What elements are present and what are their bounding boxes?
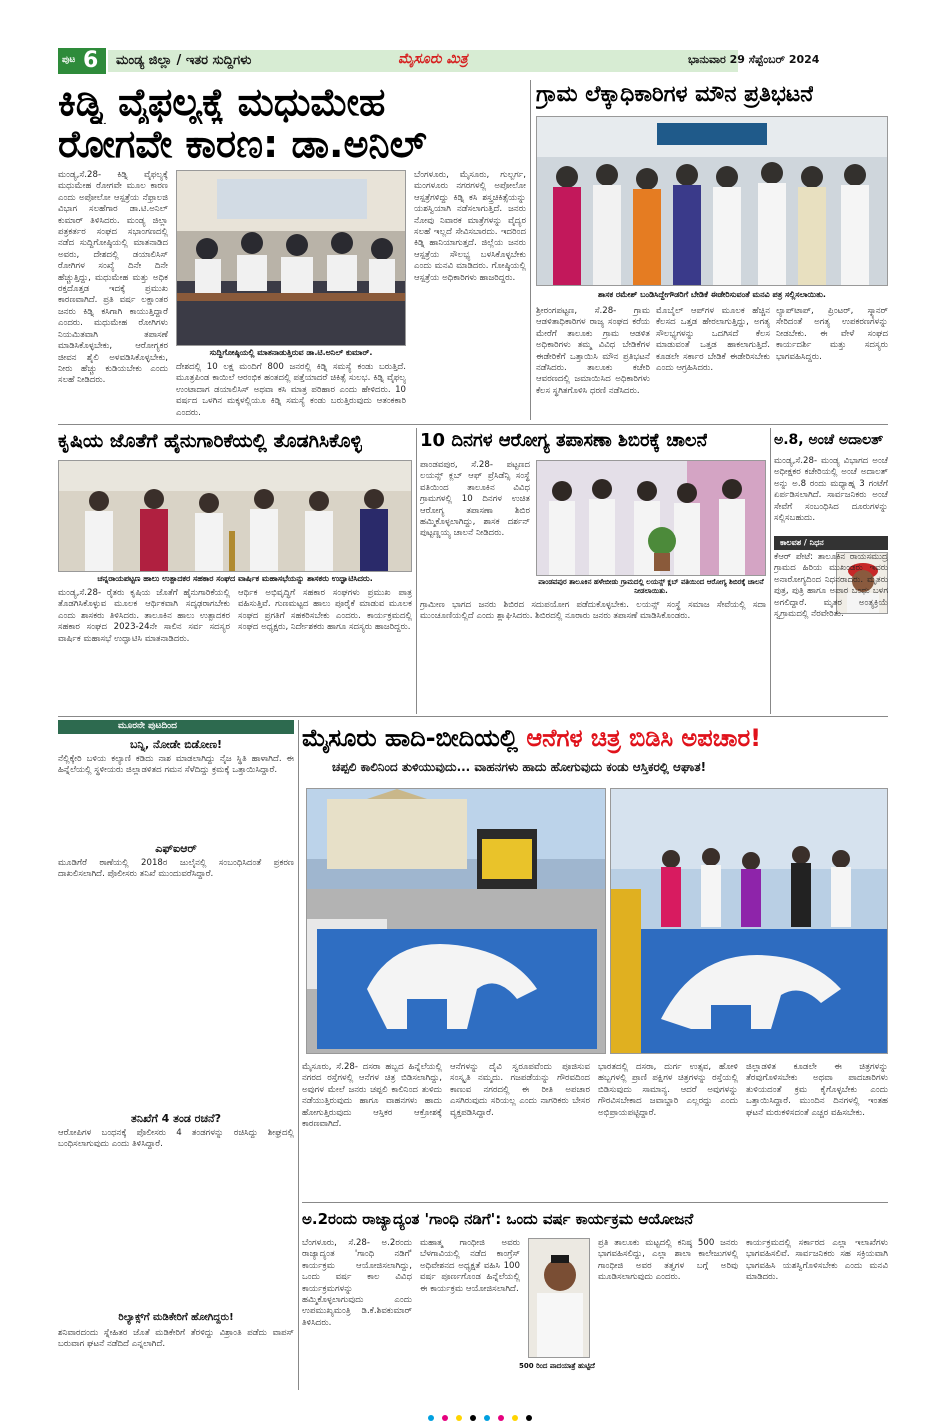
story-elephant-col1: ಮೈಸೂರು, ಸೆ.28- ದಸರಾ ಹಬ್ಬದ ಹಿನ್ನೆಲೆಯಲ್ಲಿ ನಗರದ ರಸ್ತೆಗಳಲ್ಲಿ ಆನೆಗಳ ಚಿತ್ರ ಬಿಡಿಸಲಾಗಿದ್ದು, ಅವುಗಳ ಮೇಲೆ ಜನರು ಚಪ್ಪಲಿ ಕಾಲಿನಿಂದ ತುಳಿದು ನಡೆಯುತ್ತಿರುವುದು ಹಾಗೂ ವಾಹನಗಳು ಹಾದು ಹೋಗುತ್ತಿರುವುದು ಆಸ್ತಿಕರ ಆಕ್ರೋಶಕ್ಕೆ ಕಾರಣವಾಗಿದೆ. (302, 1062, 442, 1130)
registration-dot (526, 1415, 532, 1421)
story-gandhi-col1: ಬೆಂಗಳೂರು, ಸೆ.28- ಅ.2ರಂದು ರಾಜ್ಯಾದ್ಯಂತ 'ಗಾಂಧಿ ನಡಿಗೆ' ಕಾರ್ಯಕ್ರಮ ಆಯೋಜಿಸಲಾಗಿದ್ದು, ಒಂದು ವರ್ಷ ಕಾಲ ವಿವಿಧ ಕಾರ್ಯಕ್ರಮಗಳನ್ನು ಹಮ್ಮಿಕೊಳ್ಳಲಾಗುವುದು ಎಂದು ಉಪಮುಖ್ಯಮಂತ್ರಿ ಡಿ.ಕೆ.ಶಿವಕುಮಾರ್ ತಿಳಿಸಿದರು. (302, 1238, 412, 1328)
divider (58, 716, 888, 717)
story-kidney-col2: ದೇಶದಲ್ಲಿ 10 ಲಕ್ಷ ಮಂದಿಗೆ 800 ಜನರಲ್ಲಿ ಕಿಡ್ನಿ ಸಮಸ್ಯೆ ಕಂಡು ಬರುತ್ತಿದೆ. ಮೂತ್ರಪಿಂಡ ಕಾಯಿಲೆ ಆರಂಭಿಕ ಹಂತದಲ್ಲಿ ಪತ್ತೆಯಾದರೆ ಚಿಕಿತ್ಸೆ ಸುಲಭ. ಕಿಡ್ನಿ ವೈಫಲ್ಯ ಉಂಟಾದಾಗ ಡಯಾಲಿಸಿಸ್ ಅಥವಾ ಕಸಿ ಮಾತ್ರ ಪರಿಹಾರ ಎಂದು ಹೇಳಿದರು. 10 ವರ್ಷದ ಒಳಗಿನ ಮಕ್ಕಳಲ್ಲಿಯೂ ಕಿಡ್ನಿ ಸಮಸ್ಯೆ ಕಂಡು ಬರುತ್ತಿರುವುದು ಆತಂಕಕಾರಿ ಎಂದರು. (176, 362, 406, 418)
continued-sub3: ತನಿಖೆಗೆ 4 ತಂಡ ರಚನೆ? (131, 1112, 221, 1125)
photo-road-elephant-1 (306, 788, 606, 1054)
headline-elephant-black: ಮೈಸೂರು ಹಾದಿ-ಬೀದಿಯಲ್ಲಿ (302, 724, 518, 752)
continued-text1: ನೆಲ್ಲಿಕ್ಕೇರಿ ಬಳಿಯ ಕಲ್ಯಾಣಿ ಕಡಿದು ನಾಶ ಮಾಡಲಾಗಿದ್ದು ನೈಜ ಸ್ಥಿತಿ ಹಾಳಾಗಿದೆ. ಈ ಹಿನ್ನೆಲೆಯಲ್ಲಿ ಸ್ಥಳೀಯರು ಜಿಲ್ಲಾಡಳಿತದ ಗಮನ ಸೆಳೆದಿದ್ದು ಕ್ರಮಕ್ಕೆ ಒತ್ತಾಯಿಸಿದ್ದಾರೆ. (58, 754, 294, 776)
caption-health-camp: ಪಾಂಡವಪುರ ತಾಲೂಕಿನ ಹಳೇಬೀಡು ಗ್ರಾಮದಲ್ಲಿ ಲಯನ್ಸ್ ಕ್ಲಬ್ ವತಿಯಿಂದ ಆರೋಗ್ಯ ಶಿಬಿರಕ್ಕೆ ಚಾಲನೆ ನೀಡಲಾಯಿತು. (538, 578, 764, 595)
photo-press-meet (176, 170, 406, 346)
divider (416, 428, 417, 714)
headline-health-camp: 10 ದಿನಗಳ ಆರೋಗ್ಯ ತಪಾಸಣಾ ಶಿಬಿರಕ್ಕೆ ಚಾಲನೆ (420, 430, 708, 451)
story-postal-text: ಮಂಡ್ಯ,ಸೆ.28- ಮಂಡ್ಯ ವಿಭಾಗದ ಅಂಚೆ ಅಧೀಕ್ಷಕರ ಕಚೇರಿಯಲ್ಲಿ ಅಂಚೆ ಅದಾಲತ್ ಅನ್ನು ಅ.8 ರಂದು ಮಧ್ಯಾಹ್ನ 3 ಗಂಟೆಗೆ ಏರ್ಪಡಿಸಲಾಗಿದೆ. ಸಾರ್ವಜನಿಕರು ಅಂಚೆ ಸೇವೆಗೆ ಸಂಬಂಧಿಸಿದ ದೂರುಗಳನ್ನು ಸಲ್ಲಿಸಬಹುದು. (774, 456, 888, 524)
story-village-col3: ಲ್ಯಾಪ್‌ಟಾಪ್, ಪ್ರಿಂಟರ್, ಸ್ಕ್ಯಾನರ್ ಸೇರಿದಂತೆ ಅಗತ್ಯ ಉಪಕರಣಗಳನ್ನು ನೀಡಬೇಕು. ಈ ವೇಳೆ ಸಂಘದ ಕಾರ್ಯದರ್ಶಿ ಮತ್ತು ಸದಸ್ಯರು ಭಾಗವಹಿಸಿದ್ದರು. (776, 306, 888, 362)
registration-dot (498, 1415, 504, 1421)
headline-elephant (302, 720, 761, 756)
divider (298, 720, 299, 1390)
page-header (58, 48, 888, 74)
divider (770, 428, 771, 714)
obituary-label: ಕಾಲವಶ / ನಿಧನ (780, 538, 824, 547)
continued-text3: ಆರೋಪಿಗಳ ಬಂಧನಕ್ಕೆ ಪೊಲೀಸರು 4 ತಂಡಗಳನ್ನು ರಚಿಸಿದ್ದು ಶೀಘ್ರದಲ್ಲಿ ಬಂಧಿಸಲಾಗುವುದು ಎಂದು ತಿಳಿಸಿದ್ದಾರೆ. (58, 1128, 294, 1150)
continued-bar (58, 720, 294, 734)
headline-gandhi-walk: ಅ.2ರಂದು ರಾಜ್ಯಾದ್ಯಂತ 'ಗಾಂಧಿ ನಡಿಗೆ': ಒಂದು ವರ್ಷ ಕಾರ್ಯಕ್ರಮ ಆಯೋಜನೆ (302, 1210, 694, 1228)
caption-protest: ಶಾಸಕ ರಮೇಶ್ ಬಂಡಿಸಿದ್ದೇಗೌಡರಿಗೆ ಬೇಡಿಕೆ ಈಡೇರಿಸುವಂತೆ ಮನವಿ ಪತ್ರ ಸಲ್ಲಿಸಲಾಯಿತು. (598, 290, 826, 299)
headline-kidney-line2: ರೋಗವೇ ಕಾರಣ: ಡಾ.ಅನಿಲ್ (58, 122, 427, 166)
story-health-camp (420, 428, 766, 714)
story-gandhi-col3: ಪ್ರತಿ ತಾಲೂಕು ಮಟ್ಟದಲ್ಲಿ ಕನಿಷ್ಠ 500 ಜನರು ಭಾಗವಹಿಸಲಿದ್ದು, ಎಲ್ಲಾ ಶಾಲಾ ಕಾಲೇಜುಗಳಲ್ಲಿ ಗಾಂಧೀಜಿ ಅವರ ತತ್ವಗಳ ಬಗ್ಗೆ ಅರಿವು ಮೂಡಿಸಲಾಗುವುದು ಎಂದರು. (598, 1238, 738, 1283)
caption-dairy: ಚನ್ನರಾಯಪಟ್ಟಣ ಹಾಲು ಉತ್ಪಾದಕರ ಸಹಕಾರ ಸಂಘದ ವಾರ್ಷಿಕ ಮಹಾಸಭೆಯನ್ನು ಶಾಸಕರು ಉದ್ಘಾಟಿಸಿದರು. (97, 574, 373, 583)
protest-image (537, 117, 888, 286)
photo-protest (536, 116, 888, 286)
registration-dot (428, 1415, 434, 1421)
story-village-col1: ಶ್ರೀರಂಗಪಟ್ಟಣ, ಸೆ.28- ಗ್ರಾಮ ಆಡಳಿತಾಧಿಕಾರಿಗಳ ರಾಜ್ಯ ಸಂಘದ ಕರೆಯ ಮೇರೆಗೆ ತಾಲೂಕು ಗ್ರಾಮ ಆಡಳಿತ ಅಧಿಕಾರಿಗಳು ತಮ್ಮ ವಿವಿಧ ಬೇಡಿಕೆಗಳ ಈಡೇರಿಕೆಗೆ ಒತ್ತಾಯಿಸಿ ಮೌನ ಪ್ರತಿಭಟನೆ ನಡೆಸಿದರು. ತಾಲೂಕು ಕಚೇರಿ ಆವರಣದಲ್ಲಿ ಜಮಾಯಿಸಿದ ಅಧಿಕಾರಿಗಳು ಕೆಲಸ ಸ್ಥಗಿತಗೊಳಿಸಿ ಧರಣಿ ನಡೆಸಿದರು. (536, 306, 650, 396)
divider (58, 424, 888, 425)
registration-dots (380, 1406, 580, 1416)
story-village-officers (536, 80, 888, 420)
obituary-label-bar (774, 536, 888, 550)
story-dairy-col2: ಆರ್ಥಿಕ ಅಭಿವೃದ್ಧಿಗೆ ಸಹಕಾರ ಸಂಘಗಳು ಪ್ರಮುಖ ಪಾತ್ರ ವಹಿಸುತ್ತಿವೆ. ಗುಣಮಟ್ಟದ ಹಾಲು ಪೂರೈಕೆ ಮಾಡುವ ಮೂಲಕ ಸಂಘದ ಪ್ರಗತಿಗೆ ಸಹಕರಿಸಬೇಕು ಎಂದರು. ಕಾರ್ಯಕ್ರಮದಲ್ಲಿ ಸಂಘದ ಅಧ್ಯಕ್ಷರು, ನಿರ್ದೇಶಕರು ಹಾಗೂ ಸದಸ್ಯರು ಹಾಜರಿದ್ದರು. (238, 588, 412, 633)
photo-dairy-meeting (58, 460, 412, 572)
health-camp-image (537, 461, 766, 576)
headline-dairy: ಕೃಷಿಯ ಜೊತೆಗೆ ಹೈನುಗಾರಿಕೆಯಲ್ಲಿ ತೊಡಗಿಸಿಕೊಳ್ಳಿ (58, 430, 363, 452)
road-elephant-image-2 (611, 789, 888, 1054)
story-kidney-col3: ಬೆಂಗಳೂರು, ಮೈಸೂರು, ಗುಲ್ಬರ್ಗ, ಮಂಗಳೂರು ನಗರಗಳಲ್ಲಿ ಅಪೋಲೋ ಆಸ್ಪತ್ರೆಗಳಿದ್ದು ಕಿಡ್ನಿ ಕಸಿ ಶಸ್ತ್ರಚಿಕಿತ್ಸೆಯನ್ನು ಯಶಸ್ವಿಯಾಗಿ ನಡೆಸಲಾಗುತ್ತಿದೆ. ಜನರು ನೋವು ನಿವಾರಕ ಮಾತ್ರೆಗಳನ್ನು ವೈದ್ಯರ ಸಲಹೆ ಇಲ್ಲದೆ ಸೇವಿಸಬಾರದು. ಇದರಿಂದ ಕಿಡ್ನಿ ಹಾನಿಯಾಗುತ್ತದೆ. ಜಿಲ್ಲೆಯ ಜನರು ಆಸ್ಪತ್ರೆಯ ಸೌಲಭ್ಯ ಬಳಸಿಕೊಳ್ಳಬೇಕು ಎಂದು ಮನವಿ ಮಾಡಿದರು. ಗೋಷ್ಠಿಯಲ್ಲಿ ಆಸ್ಪತ್ರೆಯ ಅಧಿಕಾರಿಗಳು ಹಾಜರಿದ್ದರು. (414, 170, 526, 283)
headline-elephant-red: ಆನೆಗಳ ಚಿತ್ರ ಬಿಡಿಸಿ ಅಪಚಾರ! (526, 724, 762, 752)
press-meet-image (177, 171, 406, 346)
story-village-col2: ಮೊಬೈಲ್ ಆಪ್‌ಗಳ ಮೂಲಕ ಹೆಚ್ಚಿನ ಕೆಲಸದ ಒತ್ತಡ ಹೇರಲಾಗುತ್ತಿದ್ದು, ಅಗತ್ಯ ಸೌಲಭ್ಯಗಳನ್ನು ಒದಗಿಸದೆ ಕೆಲಸ ಮಾಡುವಂತೆ ಒತ್ತಡ ಹಾಕಲಾಗುತ್ತಿದೆ. ಕೂಡಲೇ ಸರ್ಕಾರ ಬೇಡಿಕೆ ಈಡೇರಿಸಬೇಕು ಎಂದು ಆಗ್ರಹಿಸಿದರು. (656, 306, 770, 374)
divider (530, 80, 531, 420)
caption-press-meet: ಸುದ್ದಿಗೋಷ್ಠಿಯಲ್ಲಿ ಮಾತನಾಡುತ್ತಿರುವ ಡಾ.ಟಿ.ಅನಿಲ್ ಕುಮಾರ್. (209, 348, 373, 357)
registration-dot (512, 1415, 518, 1421)
divider (302, 1202, 888, 1203)
page-number: 6 (83, 48, 99, 73)
page-label: ಪುಟ (62, 55, 76, 65)
story-gandhi-walk (302, 1206, 888, 1392)
dairy-meeting-image (59, 461, 412, 572)
registration-dot (442, 1415, 448, 1421)
registration-dot (484, 1415, 490, 1421)
headline-kidney-line1: ಕಿಡ್ನಿ ವೈಫಲ್ಯಕ್ಕೆ ಮಧುಮೇಹ (58, 80, 386, 124)
story-elephant-drawings (302, 720, 888, 1198)
story-elephant-col4: ಜಿಲ್ಲಾಡಳಿತ ಕೂಡಲೇ ಈ ಚಿತ್ರಗಳನ್ನು ತೆರವುಗೊಳಿಸಬೇಕು ಅಥವಾ ಪಾದಚಾರಿಗಳು ತುಳಿಯದಂತೆ ಕ್ರಮ ಕೈಗೊಳ್ಳಬೇಕು ಎಂದು ಒತ್ತಾಯಿಸಿದ್ದಾರೆ. ಮುಂದಿನ ದಿನಗಳಲ್ಲಿ ಇಂತಹ ಘಟನೆ ಮರುಕಳಿಸದಂತೆ ಎಚ್ಚರ ವಹಿಸಬೇಕು. (746, 1062, 888, 1118)
continued-text4: ಶನಿವಾರದಂದು ಸ್ನೇಹಿತರ ಜೊತೆ ಮಡಿಕೇರಿಗೆ ತೆರಳಿದ್ದು ವಿಶ್ರಾಂತಿ ಪಡೆದು ವಾಪಸ್ ಬರುವಾಗ ಘಟನೆ ನಡೆದಿದೆ ಎನ್ನಲಾಗಿದೆ. (58, 1328, 294, 1350)
obituary-text: ಕೆಆರ್ ಪೇಟೆ: ತಾಲೂಕಿನ ರಾಯಸಮುದ್ರ ಗ್ರಾಮದ ಹಿರಿಯ ಮುಖಂಡರು ಇವರು ಅನಾರೋಗ್ಯದಿಂದ ನಿಧನರಾದರು. ಮೃತರು ಪುತ್ರ, ಪುತ್ರಿ ಹಾಗೂ ಅಪಾರ ಬಂಧು ಬಳಗ ಅಗಲಿದ್ದಾರೆ. ಮೃತರ ಅಂತ್ಯಕ್ರಿಯೆ ಸ್ವಗ್ರಾಮದಲ್ಲಿ ನೆರವೇರಿತು. (774, 552, 888, 620)
story-kidney (58, 80, 526, 420)
continued-text2: ಮೂಡಿಗೆರೆ ಠಾಣೆಯಲ್ಲಿ 2018ರ ಜುಲೈನಲ್ಲಿ ಸಂಬಂಧಿಸಿದಂತೆ ಪ್ರಕರಣ ದಾಖಲಿಸಲಾಗಿದೆ. ಪೊಲೀಸರು ತನಿಖೆ ಮುಂದುವರೆಸಿದ್ದಾರೆ. (58, 858, 294, 880)
subhead-elephant: ಚಪ್ಪಲಿ ಕಾಲಿನಿಂದ ತುಳಿಯುವುದು... ವಾಹನಗಳು ಹಾದು ಹೋಗುವುದು ಕಂಡು ಆಸ್ತಿಕರಲ್ಲಿ ಆಘಾತ! (332, 760, 707, 774)
photo-road-elephant-2 (610, 788, 888, 1054)
continued-sub1: ಬನ್ನಿ, ನೋಡೇ ಬಿಡೋಣ! (129, 738, 223, 751)
section-title: ಮಂಡ್ಯ ಜಿಲ್ಲಾ / ಇತರ ಸುದ್ದಿಗಳು (116, 53, 252, 68)
continued-label: ಮೂರನೇ ಪುಟದಿಂದ (118, 721, 177, 731)
continued-sub4: ರಿಲ್ಯಾಕ್ಸ್‌ಗೆ ಮಡಿಕೇರಿಗೆ ಹೋಗಿದ್ದರು! (118, 1312, 234, 1323)
portrait-image (529, 1239, 590, 1358)
page-number-box (58, 48, 106, 74)
registration-dot (470, 1415, 476, 1421)
road-elephant-image-1 (307, 789, 606, 1054)
headline-postal-adalat: ಅ.8, ಅಂಚೆ ಅದಾಲತ್ (774, 432, 884, 448)
paper-name: ಮೈಸೂರು ಮಿತ್ರ (398, 51, 468, 67)
headline-village-officers: ಗ್ರಾಮ ಲೆಕ್ಕಾಧಿಕಾರಿಗಳ ಮೌನ ಪ್ರತಿಭಟನೆ (536, 82, 814, 107)
story-gandhi-col4: ಕಾರ್ಯಕ್ರಮದಲ್ಲಿ ಸರ್ಕಾರದ ಎಲ್ಲಾ ಇಲಾಖೆಗಳು ಭಾಗವಹಿಸಲಿವೆ. ಸಾರ್ವಜನಿಕರು ಸಹ ಸಕ್ರಿಯವಾಗಿ ಭಾಗವಹಿಸಿ ಯಶಸ್ವಿಗೊಳಿಸಬೇಕು ಎಂದು ಮನವಿ ಮಾಡಿದರು. (746, 1238, 888, 1283)
story-gandhi-col2: ಮಹಾತ್ಮ ಗಾಂಧೀಜಿ ಅವರು ಬೆಳಗಾವಿಯಲ್ಲಿ ನಡೆದ ಕಾಂಗ್ರೆಸ್ ಅಧಿವೇಶನದ ಅಧ್ಯಕ್ಷತೆ ವಹಿಸಿ 100 ವರ್ಷ ಪೂರ್ಣಗೊಂಡ ಹಿನ್ನೆಲೆಯಲ್ಲಿ ಈ ಕಾರ್ಯಕ್ರಮ ಆಯೋಜಿಸಲಾಗಿದೆ. (420, 1238, 520, 1294)
continued-column (58, 720, 294, 1390)
story-health-col1: ಪಾಂಡವಪುರ, ಸೆ.28- ಪಟ್ಟಣದ ಲಯನ್ಸ್ ಕ್ಲಬ್ ಆಫ್ ಪ್ರೆಸಿಡೆನ್ಸಿ ಸಂಸ್ಥೆ ವತಿಯಿಂದ ತಾಲೂಕಿನ ವಿವಿಧ ಗ್ರಾಮಗಳಲ್ಲಿ 10 ದಿನಗಳ ಉಚಿತ ಆರೋಗ್ಯ ತಪಾಸಣಾ ಶಿಬಿರ ಹಮ್ಮಿಕೊಳ್ಳಲಾಗಿದ್ದು, ಶಾಸಕ ದರ್ಶನ್ ಪುಟ್ಟಣ್ಣಯ್ಯ ಚಾಲನೆ ನೀಡಿದರು. (420, 460, 530, 539)
continued-sub2: ಎಫ್‌ಐಆರ್ (155, 842, 197, 855)
story-postal-adalat (774, 428, 888, 714)
photo-health-camp (536, 460, 766, 576)
story-dairy-col1: ಮಂಡ್ಯ,ಸೆ.28- ರೈತರು ಕೃಷಿಯ ಜೊತೆಗೆ ಹೈನುಗಾರಿಕೆಯಲ್ಲಿ ತೊಡಗಿಸಿಕೊಳ್ಳುವ ಮೂಲಕ ಆರ್ಥಿಕವಾಗಿ ಸದೃಢರಾಗಬೇಕು ಎಂದು ಶಾಸಕರು ತಿಳಿಸಿದರು. ತಾಲೂಕಿನ ಹಾಲು ಉತ್ಪಾದಕರ ಸಹಕಾರ ಸಂಘದ 2023-24ನೇ ಸಾಲಿನ ಸರ್ವ ಸದಸ್ಯರ ವಾರ್ಷಿಕ ಮಹಾಸಭೆ ಉದ್ಘಾಟಿಸಿ ಮಾತನಾಡಿದರು. (58, 588, 230, 644)
story-dairy (58, 428, 412, 714)
story-elephant-col3: ಭಾರತದಲ್ಲಿ ದಸರಾ, ದುರ್ಗ ಉತ್ಸವ, ಹೋಳಿ ಹಬ್ಬಗಳಲ್ಲಿ ಪ್ರಾಣಿ ಪಕ್ಷಿಗಳ ಚಿತ್ರಗಳನ್ನು ರಸ್ತೆಯಲ್ಲಿ ಬಿಡಿಸುವುದು ಸಾಮಾನ್ಯ. ಆದರೆ ಅವುಗಳನ್ನು ಗೌರವಿಸಬೇಕಾದ ಜವಾಬ್ದಾರಿ ಎಲ್ಲರದ್ದು ಎಂದು ಅಭಿಪ್ರಾಯಪಟ್ಟಿದ್ದಾರೆ. (598, 1062, 738, 1118)
story-kidney-col1: ಮಂಡ್ಯ,ಸೆ.28- ಕಿಡ್ನಿ ವೈಫಲ್ಯಕ್ಕೆ ಮಧುಮೇಹ ರೋಗವೇ ಮೂಲ ಕಾರಣ ಎಂದು ಅಪೋಲೋ ಆಸ್ಪತ್ರೆಯ ನೆಫ್ರಾಲಜಿ ವಿಭಾಗ ಸಲಹೆಗಾರ ಡಾ.ಟಿ.ಅನಿಲ್ ಕುಮಾರ್ ತಿಳಿಸಿದರು. ಮಂಡ್ಯ ಜಿಲ್ಲಾ ಪತ್ರಕರ್ತರ ಸಂಘದ ಸಭಾಂಗಣದಲ್ಲಿ ನಡೆದ ಸುದ್ದಿಗೋಷ್ಠಿಯಲ್ಲಿ ಮಾತನಾಡಿದ ಅವರು, ದೇಶದಲ್ಲಿ ಡಯಾಲಿಸಿಸ್ ರೋಗಿಗಳ ಸಂಖ್ಯೆ ದಿನೇ ದಿನೇ ಹೆಚ್ಚುತ್ತಿದ್ದು, ಮಧುಮೇಹ ಮತ್ತು ಅಧಿಕ ರಕ್ತದೊತ್ತಡ ಇದಕ್ಕೆ ಪ್ರಮುಖ ಕಾರಣವಾಗಿದೆ. ಪ್ರತಿ ವರ್ಷ ಲಕ್ಷಾಂತರ ಜನರು ಕಿಡ್ನಿ ಕಸಿಗಾಗಿ ಕಾಯುತ್ತಿದ್ದಾರೆ ಎಂದರು. ಮಧುಮೇಹ ರೋಗಿಗಳು ನಿಯಮಿತವಾಗಿ ತಪಾಸಣೆ ಮಾಡಿಸಿಕೊಳ್ಳಬೇಕು, ಆರೋಗ್ಯಕರ ಜೀವನ ಶೈಲಿ ಅಳವಡಿಸಿಕೊಳ್ಳಬೇಕು, ನೀರು ಹೆಚ್ಚು ಕುಡಿಯಬೇಕು ಎಂದು ಸಲಹೆ ನೀಡಿದರು. (58, 170, 168, 386)
registration-dot (456, 1415, 462, 1421)
story-elephant-col2: ಆನೆಗಳನ್ನು ದೈವಿ ಸ್ವರೂಪವೆಂದು ಪೂಜಿಸುವ ಸಂಸ್ಕೃತಿ ನಮ್ಮದು. ಗಜಪಡೆಯನ್ನು ಗೌರವದಿಂದ ಕಾಣುವ ನಗರದಲ್ಲಿ ಈ ರೀತಿ ಅಪಚಾರ ಎಸಗಿರುವುದು ಸರಿಯಲ್ಲ ಎಂದು ನಾಗರಿಕರು ಬೇಸರ ವ್ಯಕ್ತಪಡಿಸಿದ್ದಾರೆ. (450, 1062, 590, 1118)
issue-date: ಭಾನುವಾರ 29 ಸೆಪ್ಟೆಂಬರ್ 2024 (688, 53, 820, 66)
caption-gandhi-photo: 500 ರಿಂದ ಪಾದಯಾತ್ರೆ ಹುಟ್ಟಿದೆ (519, 1362, 595, 1370)
story-health-col2: ಗ್ರಾಮೀಣ ಭಾಗದ ಜನರು ಶಿಬಿರದ ಸದುಪಯೋಗ ಪಡೆದುಕೊಳ್ಳಬೇಕು. ಲಯನ್ಸ್ ಸಂಸ್ಥೆ ಸಮಾಜ ಸೇವೆಯಲ್ಲಿ ಸದಾ ಮುಂಚೂಣಿಯಲ್ಲಿದೆ ಎಂದು ಶ್ಲಾಘಿಸಿದರು. ಶಿಬಿರದಲ್ಲಿ ನೂರಾರು ಜನರು ತಪಾಸಣೆ ಮಾಡಿಸಿಕೊಂಡರು. (420, 600, 766, 622)
photo-dk-shivakumar (528, 1238, 590, 1358)
